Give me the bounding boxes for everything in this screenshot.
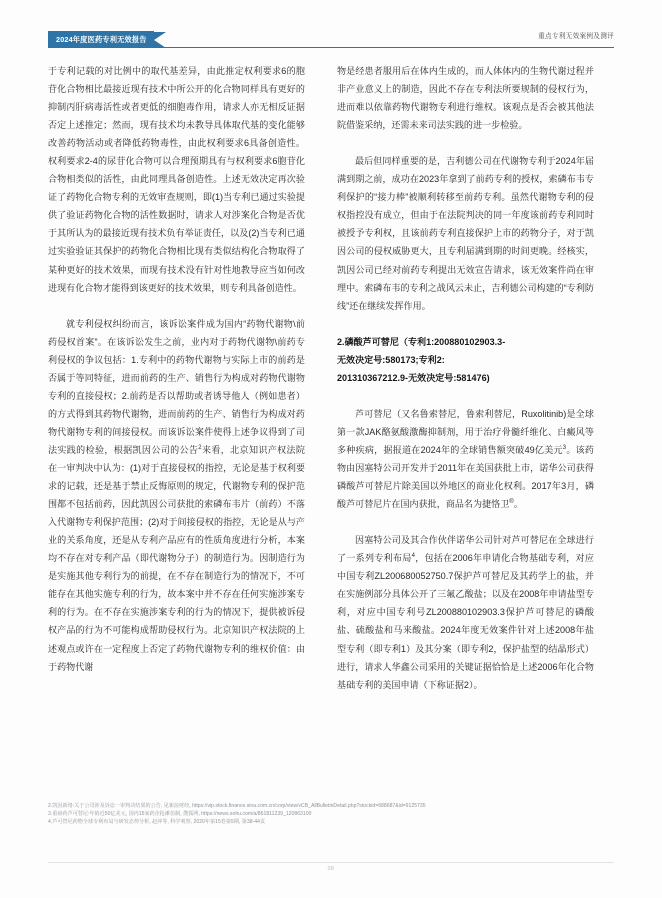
- header-report-tab: [48, 31, 166, 48]
- footnote-ref-4: 4: [411, 553, 415, 560]
- left-paragraph-2: [48, 315, 305, 676]
- page-number: 08: [327, 866, 335, 872]
- right-paragraph-3-part-a: 芦可替尼（又名鲁索替尼，鲁索利替尼，Ruxolitinib)是全球第一款JAK酪氨酸激酶抑制剂，用于治疗骨髓纤维化、白癜风等多种疾病，据报道在2024年的全球销售额突破49亿美元: [337, 408, 594, 455]
- right-paragraph-3: [337, 405, 594, 513]
- right-paragraph-3-part-c: 。: [513, 499, 523, 510]
- section-heading-line-3: 201310367212.9-无效决定号:581476): [337, 372, 490, 383]
- left-paragraph-2-text: 就专利侵权纠纷而言，该诉讼案件成为国内“药物代谢物\前药侵权首案”。在该诉讼发生之前，业内对于药物代谢物\前药专利侵权的争议包括：1.专利中的药物代谢物与实际上市的前药是否属于等同特征，进而前药的生产、销售行为构成对药物代谢物专利的直接侵权；2.前药是否以帮助或者诱导他人（例如患者）的方式得到其药物代谢物，进而前药的生产、销售行为构成对药物代谢物专利的间接侵权。而该诉讼案件使得上述争议得到了司法实践的检验，根据凯因公司的公告: [48, 318, 305, 455]
- right-paragraph-1: 物是经患者服用后在体内生成的，而人体体内的生物代谢过程并非产业意义上的制造，因此不存在专利法所要规制的侵权行为，进而难以依靠药物代谢物专利进行维权。该观点是否会被其他法院借鉴采纳，还需未来司法实践的进一步检验。: [337, 66, 594, 131]
- right-paragraph-4-part-b: ，包括在2006年申请化合物基础专利，对应中国专利ZL200680052750.7保护芦可替尼及其药学上的盐，并在实施例部分具体公开了三氟乙酸盐；以及在2008年申请盐型专利，对应中国专利号ZL200880102903.3保护芦可替尼的磷酸盐、硫酸盐和马来酸盐。2024年度无效案件针对上述2008年盐型专利（即专利1）及其分案（即专利2，保护盐型的结晶形式）进行，请求人华鑫公司采用的关键证据恰恰是上述2006年化合物基础专利的美国申请（下称证据2）。: [337, 553, 594, 690]
- footnote-line-3: 3.重磅药芦可替尼:年销近50亿美元, 国内15家药企抢滩仿制, 搜狐网, https://news.sohu.com/a/861811239_120863100: [48, 811, 312, 818]
- left-column: [48, 62, 305, 792]
- footnote-ref-2: 2: [198, 444, 202, 451]
- section-heading-line-2: 无效决定号:580173;专利2:: [337, 354, 445, 365]
- page-header: [0, 22, 662, 50]
- header-section-label: 重点专利无效案例及测评: [538, 33, 614, 40]
- header-report-tab-label: 2024年度医药专利无效报告: [48, 31, 154, 48]
- header-tab-arrow-shape: [154, 32, 166, 48]
- registered-trademark-mark: ®: [509, 499, 514, 506]
- right-paragraph-4: [337, 531, 594, 693]
- left-paragraph-1: 于专利记载的对比例中的取代基差异，由此推定权利要求6的胞苷化合物相比最接近现有技术中所公开的化合物同样具有更好的抑制丙肝病毒活性或者更低的细胞毒作用，请求人亦无相反证据否定上述推定；然而，现有技术均未教导具体取代基的变化能够改善药物活动或者降低药物毒性，由此权利要求6具备创造性。权利要求2-4的尿苷化合物可以合理预期具有与权利要求6胞苷化合物相类似的活性，由此同理具备创造性。上述无效决定再次验证了药物化合物专利的无效审查规则，即(1)当专利已通过实验提供了验证药物化合物的活性数据时，请求人对涉案化合物是否优于其所认为的最接近现有技术负有举证责任，以及(2)当专利已通过实验验证其保护的药物化合物相比现有类似结构化合物取得了某种更好的技术效果，而现有技术没有针对性地教导应当如何改进现有化合物才能得到该更好的技术效果，则专利具备创造性。: [48, 66, 305, 293]
- footnote-line-4: 4.芦可替尼药物全球专利布局与研发态势分析, 赵萍等, 科学观察, 2020年第15卷第5期, 第38-44页: [48, 819, 266, 826]
- right-paragraph-4-part-a: 因塞特公司及其合作伙伴诺华公司针对芦可替尼在全球进行了一系列专利布局: [337, 535, 594, 564]
- right-paragraph-3-part-b: 。该药物由因塞特公司开发并于2011年在美国获批上市，诺华公司获得磷酸芦可替尼片除美国以外地区的商业化权利。2017年3月，磷酸芦可替尼片在国内获批，商品名为捷恪卫: [337, 444, 595, 510]
- right-column: [337, 62, 594, 792]
- right-paragraph-2: 最后但同样重要的是，吉利德公司在代谢物专利于2024年届满到期之前，成功在2023年拿到了前药专利的授权，索磷布韦专利保护的“接力棒”被顺利转移至前药专利。虽然代谢物专利的侵权指控没有成立，但由于在法院判决的同一年度该前药专利同时被授予专利权，且该前药专利直接保护上市的药物分子，对于凯因公司的侵权威胁更大，且专利届满到期的时间更晚。经核实，凯因公司已经对前药专利提出无效宣告请求，该无效案件尚在审理中。索磷布韦的专利之战风云未止，吉利德公司构建的“专利防线”还在继续发挥作用。: [337, 156, 594, 311]
- left-paragraph-2-cont: 来看，北京知识产权法院在一审判决中认为：(1)对于直接侵权的指控，无论是基于权利要求的记载，还是基于禁止反悔原则的规定，代谢物专利的保护范围都不包括前药，因此凯因公司获批的索磷布韦片（前药）不落入代谢物专利保护范围；(2)对于间接侵权的指控，无论是从与产业的关系角度，还是从专利产品应有的性质角度进行分析，本案均不存在对专利产品（即代谢物分子）的制造行为。因制造行为是实施其他专利行为的前提，在不存在制造行为的情况下，不可能存在其他实施专利的行为，故本案中并不存在任何实施涉案专利的行为。在不存在实施涉案专利的行为的情况下，提供被诉侵权产品的行为不可能构成帮助侵权行为。北京知识产权法院的上述观点或许在一定程度上否定了药物代谢物专利的维权价值：由于药物代谢: [48, 444, 305, 672]
- article-columns: [0, 62, 662, 792]
- footer-divider-line: [48, 862, 614, 863]
- section-heading-line-1: 2.磷酸芦可替尼（专利1:200880102903.3-: [337, 336, 506, 347]
- footnote-line-2: 2.凯因新络:关于公司涉及诉讼一审判决结果的公告, 见新浪财经, https://vip.stock.finance.sina.com.cn/corp/view/vCB_AllBulletinDetail.php?stockid=688687&id=9125735: [48, 803, 426, 809]
- footnote-ref-3: 3: [562, 444, 567, 451]
- footnote-block: [48, 802, 614, 827]
